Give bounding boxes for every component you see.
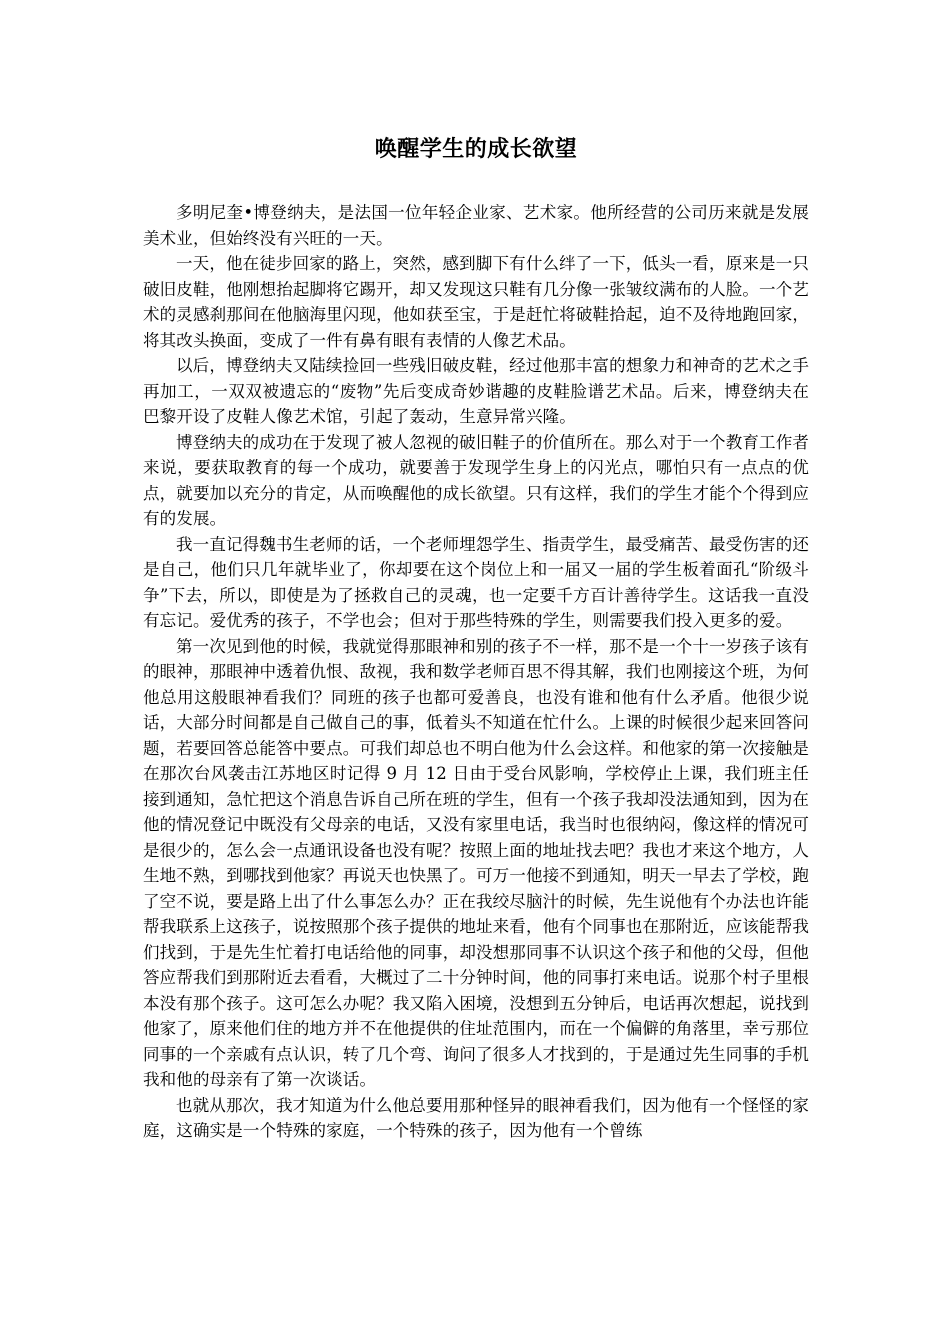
document-title: 唤醒学生的成长欲望 (374, 137, 578, 162)
paragraph: 博登纳夫的成功在于发现了被人忽视的破旧鞋子的价值所在。那么对于一个教育工作者来说，要获取教育的每一个成功，就要善于发现学生身上的闪光点，哪怕只有一点点的优点，就要加以充分的肯定，从而唤醒他的成长欲望。只有这样，我们的学生才能个个得到应有的发展。 (143, 432, 809, 528)
paragraph: 一天，他在徒步回家的路上，突然，感到脚下有什么绊了一下，低头一看，原来是一只破旧皮鞋，他刚想抬起脚将它踢开，却又发现这只鞋有几分像一张皱纹满布的人脸。一个艺术的灵感刹那间在他脑海里闪现，他如获至宝，于是赶忙将破鞋拾起，迫不及待地跑回家，将其改头换面，变成了一件有鼻有眼有表情的人像艺术品。 (143, 254, 809, 350)
paragraph: 我一直记得魏书生老师的话，一个老师埋怨学生、指责学生，最受痛苦、最受伤害的还是自己，他们只几年就毕业了，你却要在这个岗位上和一届又一届的学生板着面孔“阶级斗争”下去，所以，即使是为了拯救自己的灵魂，也一定要千方百计善待学生。这话我一直没有忘记。爱优秀的孩子，不学也会；但对于那些特殊的学生，则需要我们投入更多的爱。 (143, 534, 809, 630)
paragraph: 也就从那次，我才知道为什么他总要用那种怪异的眼神看我们，因为他有一个怪怪的家庭，这确实是一个特殊的家庭，一个特殊的孩子，因为他有一个曾练 (143, 1095, 809, 1140)
document-body (143, 200, 809, 1144)
paragraph: 多明尼奎•博登纳夫，是法国一位年轻企业家、艺术家。他所经营的公司历来就是发展美术业，但始终没有兴旺的一天。 (143, 203, 809, 248)
paragraph: 第一次见到他的时候，我就觉得那眼神和别的孩子不一样，那不是一个十一岁孩子该有的眼神，那眼神中透着仇恨、敌视，我和数学老师百思不得其解，我们也刚接这个班，为何他总用这般眼神看我们？同班的孩子也都可爱善良，也没有谁和他有什么矛盾。他很少说话，大部分时间都是自己做自己的事，低着头不知道在忙什么。上课的时候很少起来回答问题，若要回答总能答中要点。可我们却总也不明白他为什么会这样。和他家的第一次接触是在那次台风袭击江苏地区时记得 9 月 12 日由于受台风影响，学校停止上课，我们班主任接到通知，急忙把这个消息告诉自己所在班的学生，但有一个孩子我却没法通知到，因为在他的情况登记中既没有父母亲的电话，又没有家里电话，我当时也很纳闷，像这样的情况可是很少的，怎么会一点通讯设备也没有呢？按照上面的地址找去吧？我也才来这个地方，人生地不熟，到哪找到他家？再说天也快黑了。可万一他接不到通知，明天一早去了学校，跑了空不说，要是路上出了什么事怎么办？正在我绞尽脑汁的时候，先生说他有个办法也许能帮我联系上这孩子，说按照那个孩子提供的地址来看，他有个同事也在那附近，应该能帮我们找到，于是先生忙着打电话给他的同事，却没想那同事不认识这个孩子和他的父母，但他答应帮我们到那附近去看看，大概过了二十分钟时间，他的同事打来电话。说那个村子里根本没有那个孩子。这可怎么办呢？我又陷入困境，没想到五分钟后，电话再次想起，说找到他家了，原来他们住的地方并不在他提供的住址范围内，而在一个偏僻的角落里，幸亏那位同事的一个亲戚有点认识，转了几个弯、询问了很多人才找到的，于是通过先生同事的手机我和他的母亲有了第一次谈话。 (143, 636, 809, 1089)
paragraph: 以后，博登纳夫又陆续捡回一些残旧破皮鞋，经过他那丰富的想象力和神奇的艺术之手再加工，一双双被遗忘的“废物”先后变成奇妙谐趣的皮鞋脸谱艺术品。后来，博登纳夫在巴黎开设了皮鞋人像艺术馆，引起了轰动，生意异常兴隆。 (143, 356, 809, 426)
document-page (143, 0, 809, 1344)
